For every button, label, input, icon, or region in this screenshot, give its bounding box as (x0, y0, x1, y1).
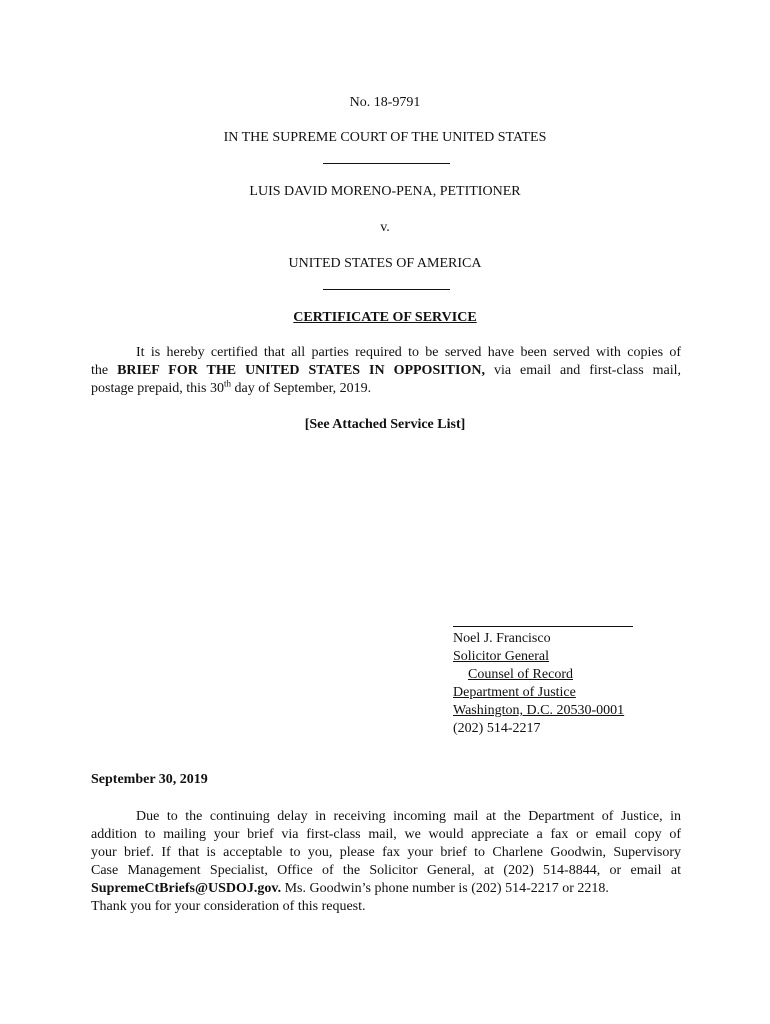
notice-line-6: Thank you for your consideration of this request. (91, 899, 366, 914)
certification-line-3-prefix: postage prepaid, this 30 (91, 381, 224, 396)
certification-paragraph (91, 344, 681, 398)
divider-top (323, 163, 450, 164)
certification-line-2-prefix: the (91, 363, 118, 378)
certification-line-2-suffix: via email and first-class mail, (484, 363, 681, 378)
service-list-note: [See Attached Service List] (304, 417, 466, 432)
signature-block (453, 630, 624, 738)
brief-title: BRIEF FOR THE UNITED STATES IN OPPOSITION, (117, 363, 485, 378)
petitioner-name: LUIS DAVID MORENO-PENA, PETITIONER (249, 184, 521, 199)
certification-line-3 (91, 380, 681, 398)
notice-line-5 (91, 880, 681, 898)
signer-name: Noel J. Francisco (453, 631, 551, 646)
versus-label: v. (380, 220, 390, 235)
notice-line-3: your brief. If that is acceptable to you, please fax your brief to Charlene Goodwin, Supervisory (91, 845, 681, 860)
ordinal-suffix: th (223, 378, 231, 389)
signer-phone: (202) 514-2217 (453, 721, 541, 736)
signer-address: Washington, D.C. 20530-0001 (453, 703, 625, 718)
notice-line-2: addition to mailing your brief via first-class mail, we would appreciate a fax or email copy of (91, 827, 681, 842)
notice-line-5-rest: Ms. Goodwin’s phone number is (202) 514-2217 or 2218. (281, 881, 609, 896)
document-date: September 30, 2019 (91, 772, 208, 787)
certificate-title: CERTIFICATE OF SERVICE (293, 310, 477, 325)
notice-line-1: Due to the continuing delay in receiving incoming mail at the Department of Justice, in (136, 809, 681, 824)
notice-line-4: Case Management Specialist, Office of the Solicitor General, at (202) 514-8844, or email at (91, 863, 681, 878)
respondent-name: UNITED STATES OF AMERICA (288, 256, 482, 271)
signer-role: Counsel of Record (468, 667, 573, 682)
certification-line-1: It is hereby certified that all parties required to be served have been served with copies of (136, 345, 681, 360)
email-address: SupremeCtBriefs@USDOJ.gov. (91, 881, 282, 896)
divider-bottom (323, 289, 450, 290)
signature-line (453, 626, 633, 627)
signer-department: Department of Justice (453, 685, 576, 700)
notice-paragraph (91, 808, 681, 916)
certification-line-3-suffix: day of September, 2019. (231, 381, 372, 396)
certification-line-2 (91, 362, 681, 380)
court-name: IN THE SUPREME COURT OF THE UNITED STATES (223, 130, 547, 145)
signer-title: Solicitor General (453, 649, 550, 664)
case-number: No. 18-9791 (349, 95, 421, 110)
